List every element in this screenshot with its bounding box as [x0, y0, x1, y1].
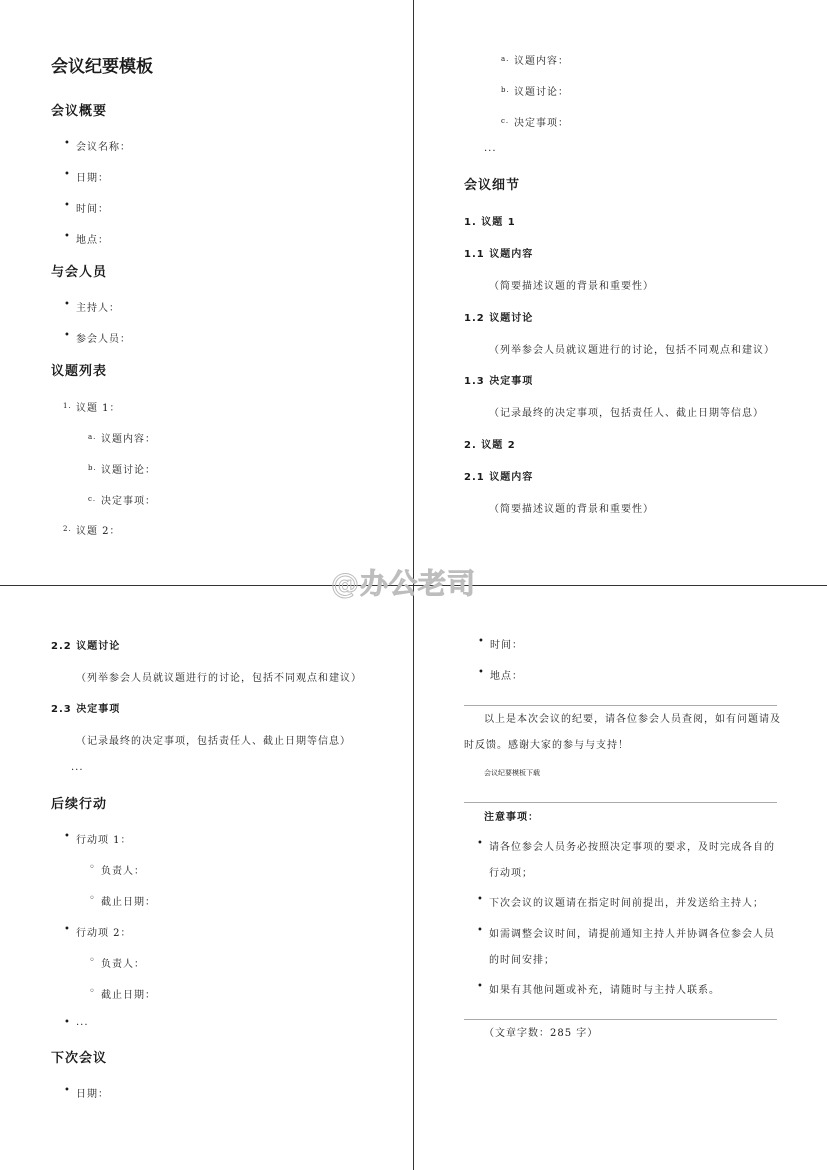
- next-meeting-heading: 下次会议: [51, 1051, 108, 1066]
- list-marker: c.: [88, 495, 97, 503]
- attendees-heading: 与会人员: [51, 265, 108, 280]
- list-marker: c.: [501, 117, 510, 125]
- divider: [464, 1019, 777, 1020]
- doc-title: 会议纪要模板: [51, 57, 153, 77]
- word-count: （文章字数：285 字）: [484, 1028, 599, 1039]
- page-2: [414, 0, 827, 584]
- followup-heading: 后续行动: [51, 797, 108, 812]
- note-item-1-cont: 行动项；: [489, 868, 533, 879]
- agenda-topic-1-label: 议题 1：: [76, 403, 121, 414]
- details-p-2-2: （列举参会人员就议题进行的讨论，包括不同观点和建议）: [76, 673, 362, 684]
- divider: [464, 705, 777, 706]
- followup-ellipsis: • ...: [76, 1017, 89, 1028]
- agenda-sub-decision: [88, 492, 156, 507]
- page-3: [0, 586, 413, 1170]
- agenda-sub-content-2: [501, 52, 569, 67]
- action-1-deadline: ◦ 截止日期：: [101, 893, 156, 908]
- note-item-1: • 请各位参会人员务必按照决定事项的要求，及时完成各自的: [489, 838, 775, 853]
- action-2-deadline: ◦ 截止日期：: [101, 986, 156, 1001]
- details-h-2-1: 2.1 议题内容: [464, 472, 534, 483]
- agenda-heading: 议题列表: [51, 364, 108, 379]
- details-topic-1: 1. 议题 1: [464, 217, 516, 228]
- agenda-sub-label: 议题讨论：: [514, 87, 569, 98]
- note-item-3-cont: 的时间安排；: [489, 955, 555, 966]
- list-marker: a.: [501, 55, 510, 63]
- next-meeting-time: • 时间：: [490, 636, 523, 651]
- overview-item-time: • 时间：: [76, 200, 109, 215]
- list-marker: 1.: [63, 402, 72, 410]
- list-marker: b.: [501, 86, 510, 94]
- page-1: [0, 0, 413, 584]
- action-2-owner: ◦ 负责人：: [101, 955, 145, 970]
- details-h-1-2: 1.2 议题讨论: [464, 313, 534, 324]
- details-heading: 会议细节: [464, 178, 521, 193]
- details-p-1-2: （列举参会人员就议题进行的讨论，包括不同观点和建议）: [489, 345, 775, 356]
- action-1-owner: ◦ 负责人：: [101, 862, 145, 877]
- template-download-link[interactable]: 会议纪要模板下载: [484, 769, 540, 777]
- note-item-2: • 下次会议的议题请在指定时间前提出，并发送给主持人；: [489, 894, 764, 909]
- overview-item-date: • 日期：: [76, 169, 109, 184]
- next-meeting-date: • 日期：: [76, 1085, 109, 1100]
- agenda-sub-label: 议题内容：: [514, 56, 569, 67]
- agenda-topic-2-label: 议题 2：: [76, 526, 121, 537]
- overview-heading: 会议概要: [51, 104, 108, 119]
- next-meeting-place: • 地点：: [490, 667, 523, 682]
- agenda-sub-discussion: [88, 461, 156, 476]
- agenda-sub-label: 决定事项：: [101, 496, 156, 507]
- list-marker: 2.: [63, 525, 72, 533]
- details-ellipsis: ...: [71, 762, 84, 773]
- details-p-2-1: （简要描述议题的背景和重要性）: [489, 504, 654, 515]
- agenda-sub-label: 决定事项：: [514, 118, 569, 129]
- agenda-ellipsis: ...: [484, 143, 497, 154]
- watermark: @办公老司: [331, 567, 477, 600]
- details-p-1-3: （记录最终的决定事项，包括责任人、截止日期等信息）: [489, 408, 764, 419]
- agenda-sub-label: 议题内容：: [101, 434, 156, 445]
- list-marker: a.: [88, 433, 97, 441]
- details-p-2-3: （记录最终的决定事项，包括责任人、截止日期等信息）: [76, 736, 351, 747]
- note-item-3: • 如需调整会议时间，请提前通知主持人并协调各位参会人员: [489, 925, 775, 940]
- details-h-1-3: 1.3 决定事项: [464, 376, 534, 387]
- overview-item-name: • 会议名称：: [76, 138, 131, 153]
- details-h-2-3: 2.3 决定事项: [51, 704, 121, 715]
- note-item-4: • 如果有其他问题或补充，请随时与主持人联系。: [489, 981, 720, 996]
- action-item-2: • 行动项 2：: [76, 924, 132, 939]
- list-marker: b.: [88, 464, 97, 472]
- page-4: [414, 586, 827, 1170]
- divider: [464, 802, 777, 803]
- notes-heading: 注意事项：: [484, 812, 539, 823]
- details-p-1-1: （简要描述议题的背景和重要性）: [489, 281, 654, 292]
- attendee-host: • 主持人：: [76, 299, 120, 314]
- overview-item-place: • 地点：: [76, 231, 109, 246]
- closing-line-2: 时反馈。感谢大家的参与与支持！: [464, 740, 629, 751]
- agenda-sub-content: [88, 430, 156, 445]
- details-h-2-2: 2.2 议题讨论: [51, 641, 121, 652]
- agenda-sub-discussion-2: [501, 83, 569, 98]
- attendee-participants: • 参会人员：: [76, 330, 131, 345]
- agenda-topic-2: [63, 522, 121, 537]
- agenda-topic-1: [63, 399, 121, 414]
- closing-line-1: 以上是本次会议的纪要，请各位参会人员查阅，如有问题请及: [484, 714, 781, 725]
- action-item-1: • 行动项 1：: [76, 831, 132, 846]
- agenda-sub-label: 议题讨论：: [101, 465, 156, 476]
- details-topic-2: 2. 议题 2: [464, 440, 516, 451]
- details-h-1-1: 1.1 议题内容: [464, 249, 534, 260]
- agenda-sub-decision-2: [501, 114, 569, 129]
